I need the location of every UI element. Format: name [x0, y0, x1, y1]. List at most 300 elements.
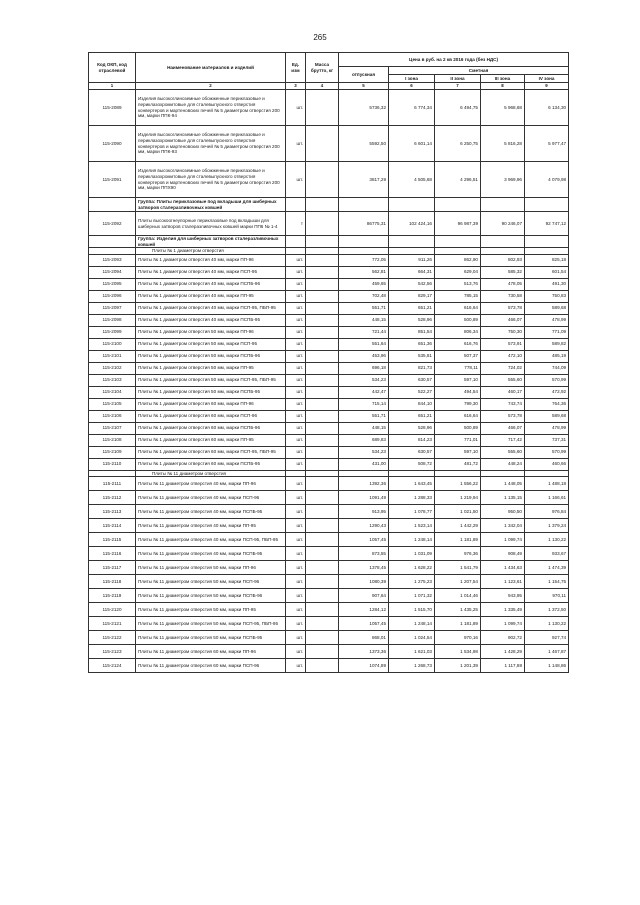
- cell-price-release: 431,00: [339, 458, 389, 470]
- cell-name: Плиты № 11 диаметром отверстия 50 мм, марки ПСП-96: [136, 575, 286, 589]
- cell-empty: [339, 248, 389, 255]
- cell-price-zone-4: 478,99: [525, 422, 569, 434]
- cell-unit: шт.: [286, 386, 306, 398]
- cell-unit: шт.: [286, 302, 306, 314]
- cell-price-zone-1: 851,54: [389, 326, 435, 338]
- cell-price-release: 459,65: [339, 278, 389, 290]
- cell-price-zone-3: 730,58: [481, 290, 525, 302]
- cell-empty: [481, 236, 525, 248]
- cell-unit: шт.: [286, 575, 306, 589]
- cell-name: Изделия высокоглиноземные обожженные периклазовые и периклазохромитовые для сталевыпускного отверстия конвертеров и мартеновских печей № 5 диаметром отверстия 200 мм, марки ППК-93: [136, 126, 286, 162]
- cell-name: Плиты № 11 диаметром отверстия: [136, 470, 286, 477]
- cell-price-zone-3: 1 135,15: [481, 491, 525, 505]
- cell-price-zone-2: 1 541,79: [435, 561, 481, 575]
- cell-price-release: 715,14: [339, 398, 389, 410]
- cell-price-zone-3: 573,78: [481, 302, 525, 314]
- cell-unit: шт.: [286, 547, 306, 561]
- cell-price-zone-1: 651,21: [389, 410, 435, 422]
- cell-unit: шт.: [286, 434, 306, 446]
- cell-price-release: 721,44: [339, 326, 389, 338]
- table-row: [89, 505, 569, 519]
- cell-price-zone-3: 466,07: [481, 314, 525, 326]
- cell-price-zone-3: 1 099,74: [481, 617, 525, 631]
- cell-price-zone-1: 6 774,34: [389, 90, 435, 126]
- cell-unit: шт.: [286, 645, 306, 659]
- cell-price-zone-4: 1 372,50: [525, 603, 569, 617]
- cell-code: 115-2117: [89, 561, 136, 575]
- cell-unit: шт.: [286, 589, 306, 603]
- header-price-title: Цена в руб. на 2 кв 2016 года (без НДС): [339, 53, 569, 67]
- cell-price-zone-1: 1 268,73: [389, 659, 435, 673]
- cell-empty: [435, 236, 481, 248]
- cell-empty: [286, 198, 306, 212]
- cell-unit: шт.: [286, 266, 306, 278]
- group-heading-row: [89, 198, 569, 212]
- cell-unit: шт.: [286, 162, 306, 198]
- cell-unit: шт.: [286, 314, 306, 326]
- cell-unit: шт.: [286, 338, 306, 350]
- cell-price-release: 551,64: [339, 338, 389, 350]
- cell-name: Плиты № 11 диаметром отверстия 50 мм, марки ПП-95: [136, 603, 286, 617]
- cell-name: Плиты № 11 диаметром отверстия 50 мм, марки ПСП-95, ПБП-95: [136, 617, 286, 631]
- cell-name: Плиты № 1 диаметром отверстия 40 мм, марки ПП-95: [136, 290, 286, 302]
- cell-price-zone-2: 1 435,25: [435, 603, 481, 617]
- cell-price-zone-2: 1 181,89: [435, 617, 481, 631]
- cell-price-zone-3: 1 117,88: [481, 659, 525, 673]
- cell-unit: шт.: [286, 350, 306, 362]
- cell-price-zone-3: 1 342,04: [481, 519, 525, 533]
- cell-name: Плиты № 1 диаметром отверстия 50 мм, марки ПП-95: [136, 362, 286, 374]
- cell-price-zone-2: 500,89: [435, 314, 481, 326]
- cell-price-zone-1: 1 031,09: [389, 547, 435, 561]
- cell-name: Плиты № 1 диаметром отверстия 50 мм, марки ПСП-95: [136, 338, 286, 350]
- cell-name: Плиты № 1 диаметром отверстия 60 мм, марки ПСП-96: [136, 410, 286, 422]
- cell-code: 115-2094: [89, 266, 136, 278]
- column-index: 1: [89, 83, 136, 90]
- cell-price-zone-1: 651,21: [389, 302, 435, 314]
- cell-price-zone-1: 4 505,68: [389, 162, 435, 198]
- cell-price-zone-4: 570,99: [525, 446, 569, 458]
- cell-code: 115-2115: [89, 533, 136, 547]
- cell-price-zone-3: 3 969,96: [481, 162, 525, 198]
- cell-name: Плиты № 1 диаметром отверстия 60 мм, марки ПСП-95, ПБП-95: [136, 446, 286, 458]
- cell-mass: [306, 519, 339, 533]
- cell-price-zone-3: 478,05: [481, 278, 525, 290]
- column-index-row: [89, 83, 569, 90]
- cell-code: 115-2092: [89, 212, 136, 236]
- cell-price-zone-3: 750,30: [481, 326, 525, 338]
- cell-price-zone-4: 1 467,87: [525, 645, 569, 659]
- table-row: [89, 659, 569, 673]
- cell-mass: [306, 254, 339, 266]
- cell-price-zone-1: 1 248,14: [389, 617, 435, 631]
- cell-mass: [306, 266, 339, 278]
- cell-empty: [339, 198, 389, 212]
- cell-code: [89, 248, 136, 255]
- cell-code: 115-2099: [89, 326, 136, 338]
- cell-price-release: 453,96: [339, 350, 389, 362]
- cell-price-release: 1074,89: [339, 659, 389, 673]
- cell-mass: [306, 533, 339, 547]
- table-row: [89, 162, 569, 198]
- cell-price-zone-1: 821,73: [389, 362, 435, 374]
- cell-name: Плиты № 1 диаметром отверстия 60 мм, марки ПП-95: [136, 434, 286, 446]
- cell-price-zone-2: 494,54: [435, 386, 481, 398]
- cell-unit: шт.: [286, 422, 306, 434]
- cell-price-zone-3: 724,02: [481, 362, 525, 374]
- cell-code: 115-2122: [89, 631, 136, 645]
- column-index: 6: [389, 83, 435, 90]
- cell-price-release: 5736,32: [339, 90, 389, 126]
- cell-name: Плиты № 11 диаметром отверстия 40 мм, марки ПСПБ-95: [136, 505, 286, 519]
- cell-unit: шт.: [286, 410, 306, 422]
- cell-code: 115-2119: [89, 589, 136, 603]
- cell-price-release: 86775,31: [339, 212, 389, 236]
- cell-price-zone-3: 717,42: [481, 434, 525, 446]
- cell-price-zone-2: 1 207,54: [435, 575, 481, 589]
- table-row: [89, 491, 569, 505]
- cell-price-zone-4: 601,54: [525, 266, 569, 278]
- cell-price-release: 1091,49: [339, 491, 389, 505]
- cell-code: 115-2097: [89, 302, 136, 314]
- page-number: 265: [313, 33, 327, 42]
- subgroup-heading-row: [89, 248, 569, 255]
- cell-mass: [306, 659, 339, 673]
- cell-empty: [389, 236, 435, 248]
- cell-price-zone-3: 1 428,29: [481, 645, 525, 659]
- cell-mass: [306, 589, 339, 603]
- cell-price-zone-2: 1 442,29: [435, 519, 481, 533]
- cell-price-zone-4: 1 166,61: [525, 491, 569, 505]
- cell-price-zone-3: 802,93: [481, 254, 525, 266]
- table-row: [89, 254, 569, 266]
- header-unit: Ед. изм: [286, 53, 306, 83]
- cell-price-zone-1: 1 288,33: [389, 491, 435, 505]
- cell-empty: [306, 236, 339, 248]
- cell-empty: [525, 248, 569, 255]
- cell-price-zone-4: 1 379,24: [525, 519, 569, 533]
- table-row: [89, 603, 569, 617]
- cell-empty: [306, 470, 339, 477]
- table-row: [89, 547, 569, 561]
- cell-name: Плиты № 1 диаметром отверстия 40 мм, марки ПСПБ-96: [136, 278, 286, 290]
- cell-price-zone-1: 1 621,03: [389, 645, 435, 659]
- cell-price-zone-4: 570,99: [525, 374, 569, 386]
- cell-price-zone-4: 970,11: [525, 589, 569, 603]
- cell-empty: [435, 198, 481, 212]
- cell-unit: шт.: [286, 505, 306, 519]
- cell-price-zone-2: 6 494,75: [435, 90, 481, 126]
- cell-name: Группа: Плиты периклазовые под вкладыши для шиберных затворов сталеразливочных ковшей: [136, 198, 286, 212]
- cell-code: [89, 198, 136, 212]
- cell-unit: шт.: [286, 477, 306, 491]
- cell-price-zone-3: 908,49: [481, 547, 525, 561]
- header-name: Наименование материалов и изделий: [136, 53, 286, 83]
- cell-price-zone-1: 1 523,14: [389, 519, 435, 533]
- cell-name: Плиты № 1 диаметром отверстия 50 мм, марки ПСПБ-95: [136, 386, 286, 398]
- cell-price-zone-1: 1 248,14: [389, 533, 435, 547]
- cell-price-zone-4: 1 488,18: [525, 477, 569, 491]
- cell-price-release: 907,64: [339, 589, 389, 603]
- cell-unit: шт.: [286, 90, 306, 126]
- cell-code: 115-2096: [89, 290, 136, 302]
- cell-name: Плиты № 1 диаметром отверстия 60 мм, марки ПСПБ-96: [136, 422, 286, 434]
- cell-price-zone-1: 1 078,77: [389, 505, 435, 519]
- cell-empty: [286, 236, 306, 248]
- cell-mass: [306, 278, 339, 290]
- cell-name: Плиты № 11 диаметром отверстия 50 мм, марки ПП-96: [136, 561, 286, 575]
- cell-price-release: 534,23: [339, 446, 389, 458]
- cell-price-zone-1: 630,57: [389, 374, 435, 386]
- cell-code: 115-2102: [89, 362, 136, 374]
- price-table: [88, 52, 569, 673]
- cell-price-zone-2: 507,37: [435, 350, 481, 362]
- cell-name: Плиты № 1 диаметром отверстия 40 мм, марки ПСП-95, ПБП-95: [136, 302, 286, 314]
- table-row: [89, 458, 569, 470]
- header-zone-1: I зона: [389, 75, 435, 83]
- cell-price-zone-3: 466,07: [481, 422, 525, 434]
- cell-price-zone-3: 573,91: [481, 338, 525, 350]
- cell-price-zone-4: 1 130,22: [525, 617, 569, 631]
- cell-price-release: 1392,36: [339, 477, 389, 491]
- cell-empty: [389, 248, 435, 255]
- cell-name: Плиты № 1 диаметром отверстия 60 мм, марки ПП-96: [136, 398, 286, 410]
- cell-code: 115-2118: [89, 575, 136, 589]
- cell-price-zone-2: 1 556,22: [435, 477, 481, 491]
- cell-price-zone-3: 90 246,07: [481, 212, 525, 236]
- cell-price-zone-2: 799,30: [435, 398, 481, 410]
- cell-price-zone-1: 528,96: [389, 314, 435, 326]
- cell-mass: [306, 477, 339, 491]
- cell-price-zone-1: 508,72: [389, 458, 435, 470]
- cell-unit: шт.: [286, 603, 306, 617]
- cell-price-zone-4: 491,30: [525, 278, 569, 290]
- cell-mass: [306, 212, 339, 236]
- cell-price-zone-4: 1 130,22: [525, 533, 569, 547]
- cell-code: 115-2101: [89, 350, 136, 362]
- cell-mass: [306, 162, 339, 198]
- cell-mass: [306, 491, 339, 505]
- cell-price-zone-3: 1 434,63: [481, 561, 525, 575]
- cell-price-release: 1290,43: [339, 519, 389, 533]
- cell-mass: [306, 386, 339, 398]
- cell-unit: шт.: [286, 458, 306, 470]
- cell-mass: [306, 126, 339, 162]
- cell-unit: шт.: [286, 659, 306, 673]
- cell-price-zone-1: 542,56: [389, 278, 435, 290]
- cell-price-zone-4: 472,92: [525, 386, 569, 398]
- header-release: отпускная: [339, 67, 389, 83]
- table-row: [89, 386, 569, 398]
- table-row: [89, 90, 569, 126]
- table-header: [89, 53, 569, 90]
- cell-name: Плиты № 1 диаметром отверстия 40 мм, марки ПП-96: [136, 254, 286, 266]
- cell-code: 115-2103: [89, 374, 136, 386]
- cell-empty: [339, 236, 389, 248]
- cell-price-zone-3: 743,74: [481, 398, 525, 410]
- cell-price-release: 534,23: [339, 374, 389, 386]
- table-row: [89, 126, 569, 162]
- cell-price-zone-1: 1 024,54: [389, 631, 435, 645]
- cell-price-zone-4: 92 747,12: [525, 212, 569, 236]
- header-zone-4: IV зона: [525, 75, 569, 83]
- cell-price-zone-2: 1 201,39: [435, 659, 481, 673]
- cell-price-zone-4: 976,84: [525, 505, 569, 519]
- cell-price-zone-1: 1 628,22: [389, 561, 435, 575]
- cell-price-release: 1284,12: [339, 603, 389, 617]
- cell-name: Плиты № 11 диаметром отверстия 40 мм, марки ПП-95: [136, 519, 286, 533]
- cell-price-release: 3817,29: [339, 162, 389, 198]
- cell-price-zone-4: 589,68: [525, 302, 569, 314]
- cell-empty: [525, 470, 569, 477]
- cell-unit: шт.: [286, 374, 306, 386]
- table-row: [89, 326, 569, 338]
- cell-price-release: 442,47: [339, 386, 389, 398]
- cell-code: 115-2093: [89, 254, 136, 266]
- cell-code: 115-2124: [89, 659, 136, 673]
- cell-price-zone-2: 481,72: [435, 458, 481, 470]
- header-mass: Масса брутто, кг: [306, 53, 339, 83]
- cell-price-release: 448,15: [339, 314, 389, 326]
- cell-empty: [525, 198, 569, 212]
- cell-price-zone-2: 785,15: [435, 290, 481, 302]
- cell-mass: [306, 446, 339, 458]
- cell-price-zone-4: 750,83: [525, 290, 569, 302]
- table-row: [89, 278, 569, 290]
- cell-price-release: 868,01: [339, 631, 389, 645]
- cell-price-release: 5592,50: [339, 126, 389, 162]
- column-index: 3: [286, 83, 306, 90]
- cell-price-zone-1: 829,17: [389, 290, 435, 302]
- cell-price-release: 562,81: [339, 266, 389, 278]
- cell-name: Плиты № 11 диаметром отверстия 60 мм, марки ПП-96: [136, 645, 286, 659]
- cell-name: Изделия высокоглиноземные обожженные периклазовые и периклазохромитовые для сталевыпускного отверстия конвертеров и мартеновских печей № 5 диаметром отверстия 200 мм, марки ППК-94: [136, 90, 286, 126]
- cell-unit: т: [286, 212, 306, 236]
- cell-unit: шт.: [286, 491, 306, 505]
- cell-empty: [286, 248, 306, 255]
- cell-unit: шт.: [286, 617, 306, 631]
- cell-unit: шт.: [286, 362, 306, 374]
- cell-price-zone-4: 5 977,47: [525, 126, 569, 162]
- cell-unit: шт.: [286, 533, 306, 547]
- cell-unit: шт.: [286, 126, 306, 162]
- table-row: [89, 519, 569, 533]
- cell-name: Плиты № 1 диаметром отверстия 50 мм, марки ПСП-95, ПБП-95: [136, 374, 286, 386]
- cell-price-zone-2: 597,10: [435, 374, 481, 386]
- header-code: Код ОКП, код отраслевой: [89, 53, 136, 83]
- cell-code: 115-2123: [89, 645, 136, 659]
- cell-price-zone-1: 1 515,70: [389, 603, 435, 617]
- cell-name: Группа: Изделия для шиберных затворов сталеразливочных ковшей: [136, 236, 286, 248]
- cell-price-zone-4: 927,74: [525, 631, 569, 645]
- cell-price-zone-4: 1 154,75: [525, 575, 569, 589]
- cell-price-zone-1: 102 424,16: [389, 212, 435, 236]
- cell-price-release: 696,18: [339, 362, 389, 374]
- cell-empty: [306, 248, 339, 255]
- cell-price-release: 913,95: [339, 505, 389, 519]
- cell-code: 115-2100: [89, 338, 136, 350]
- cell-name: Плиты № 1 диаметром отверстия: [136, 248, 286, 255]
- cell-price-release: 551,71: [339, 410, 389, 422]
- cell-empty: [306, 198, 339, 212]
- cell-unit: шт.: [286, 278, 306, 290]
- cell-price-zone-2: 4 296,51: [435, 162, 481, 198]
- cell-price-zone-1: 1 275,23: [389, 575, 435, 589]
- cell-price-zone-2: 1 021,50: [435, 505, 481, 519]
- cell-mass: [306, 90, 339, 126]
- cell-price-zone-4: 933,67: [525, 547, 569, 561]
- cell-price-zone-4: 744,09: [525, 362, 569, 374]
- cell-name: Плиты высокоогнеупорные периклазовые под вкладыши для шиберных затворов сталеразливочных ковшей марки ПП6 № 1-4: [136, 212, 286, 236]
- table-row: [89, 314, 569, 326]
- cell-unit: шт.: [286, 631, 306, 645]
- cell-price-release: 448,15: [339, 422, 389, 434]
- column-index: 9: [525, 83, 569, 90]
- cell-code: [89, 236, 136, 248]
- cell-unit: шт.: [286, 446, 306, 458]
- cell-price-release: 873,55: [339, 547, 389, 561]
- cell-mass: [306, 645, 339, 659]
- cell-name: Плиты № 1 диаметром отверстия 50 мм, марки ПСПБ-96: [136, 350, 286, 362]
- cell-price-zone-1: 630,57: [389, 446, 435, 458]
- column-index: 4: [306, 83, 339, 90]
- cell-price-zone-3: 950,50: [481, 505, 525, 519]
- table-row: [89, 398, 569, 410]
- cell-unit: шт.: [286, 290, 306, 302]
- cell-empty: [525, 236, 569, 248]
- cell-name: Плиты № 1 диаметром отверстия 60 мм, марки ПСПБ-95: [136, 458, 286, 470]
- cell-price-release: 772,05: [339, 254, 389, 266]
- cell-price-zone-1: 535,81: [389, 350, 435, 362]
- cell-unit: шт.: [286, 398, 306, 410]
- cell-code: 115-2091: [89, 162, 136, 198]
- cell-code: 115-2113: [89, 505, 136, 519]
- cell-code: 115-2108: [89, 434, 136, 446]
- cell-name: Плиты № 11 диаметром отверстия 40 мм, марки ПП-96: [136, 477, 286, 491]
- cell-mass: [306, 458, 339, 470]
- cell-price-zone-2: 970,16: [435, 631, 481, 645]
- table-row: [89, 266, 569, 278]
- cell-mass: [306, 547, 339, 561]
- cell-mass: [306, 290, 339, 302]
- table-row: [89, 290, 569, 302]
- cell-price-zone-3: 1 448,05: [481, 477, 525, 491]
- table-row: [89, 362, 569, 374]
- cell-price-zone-4: 825,18: [525, 254, 569, 266]
- table-row: [89, 374, 569, 386]
- cell-price-zone-1: 814,23: [389, 434, 435, 446]
- cell-price-zone-4: 4 079,98: [525, 162, 569, 198]
- column-index: 2: [136, 83, 286, 90]
- table-row: [89, 422, 569, 434]
- cell-name: Плиты № 1 диаметром отверстия 50 мм, марки ПП-96: [136, 326, 286, 338]
- cell-unit: шт.: [286, 561, 306, 575]
- cell-mass: [306, 434, 339, 446]
- cell-price-zone-2: 616,76: [435, 338, 481, 350]
- cell-price-zone-2: 616,64: [435, 302, 481, 314]
- cell-empty: [389, 470, 435, 477]
- cell-code: 115-2107: [89, 422, 136, 434]
- cell-mass: [306, 617, 339, 631]
- cell-price-zone-3: 1 335,49: [481, 603, 525, 617]
- cell-price-zone-3: 573,78: [481, 410, 525, 422]
- cell-price-zone-2: 1 534,98: [435, 645, 481, 659]
- cell-price-zone-3: 585,32: [481, 266, 525, 278]
- table-row: [89, 212, 569, 236]
- subgroup-heading-row: [89, 470, 569, 477]
- cell-price-zone-2: 616,64: [435, 410, 481, 422]
- cell-price-zone-3: 943,95: [481, 589, 525, 603]
